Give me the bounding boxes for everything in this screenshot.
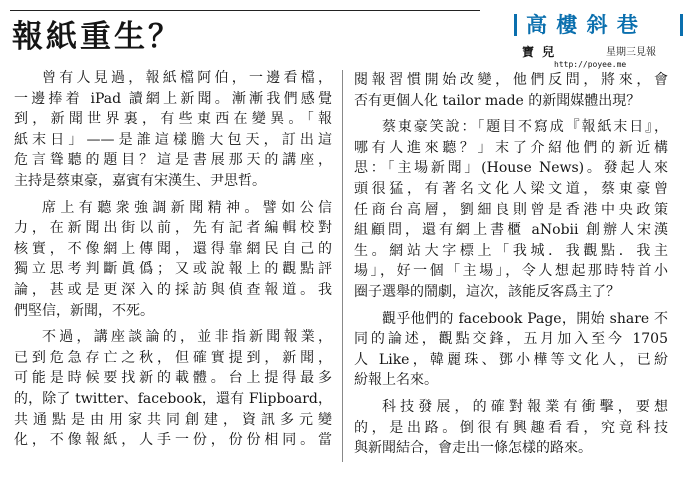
text-line: 同的論述，觀點交鋒，五月加入至今 1705 — [354, 331, 668, 348]
text-line: 不過，講座談論的，並非指新聞報業， — [42, 329, 332, 346]
author-name: 寶 兒 — [522, 45, 557, 59]
text-line: 否有更個人化 tailor made 的新聞媒體出現？ — [354, 92, 641, 109]
text-line: 觀乎他們的 facebook Page，開始 share 不 — [382, 310, 668, 327]
masthead-bar-left — [514, 14, 517, 36]
text-line: 主持是蔡東豪，嘉賓有宋漢生、尹思哲。 — [14, 172, 266, 189]
text-line: 到，新聞世界裏，有些東西在變異。「報 — [14, 111, 332, 128]
top-rule — [10, 10, 480, 11]
text-line: 紙末日」——是誰這樣膽大包天，訂出這 — [14, 131, 332, 148]
text-line: 哪有人進來聽？」末了介紹他們的新近構 — [354, 139, 668, 156]
text-line: 們堅信，新聞，不死。 — [14, 302, 154, 319]
text-line: 紛報上名來。 — [354, 372, 438, 389]
text-line: 場」，好一個「主場」，令人想起那時特首小 — [354, 263, 668, 280]
text-line: 頭很猛，有著名文化人梁文道，蔡東豪曾 — [354, 180, 668, 197]
text-line: 生。網站大字標上「我城．我觀點．我主 — [354, 242, 668, 259]
text-line: 論，甚或是更深入的採訪與偵查報道。我 — [14, 281, 332, 298]
publication-day: 星期三見報 — [606, 47, 656, 58]
text-line: 任商台高層，劉細良則曾是香港中央政策 — [354, 201, 668, 218]
text-line: 科技發展，的確對報業有衝擊，要想 — [382, 398, 668, 415]
text-line: 可能是時候要找新的載體。台上提得最多 — [14, 370, 332, 387]
text-line: 已到危急存亡之秋，但確實提到，新聞， — [14, 349, 332, 366]
column-divider — [342, 70, 343, 462]
article-column-right — [354, 70, 668, 459]
text-line: 共通點是由用家共同創建，資訊多元變 — [14, 411, 332, 428]
text-line: 曾有人見過，報紙檔阿伯，一邊看檔， — [42, 70, 332, 86]
author-url: http://poyee.me — [554, 60, 627, 69]
text-line: 的，是出路。倒很有興趣看看，究竟科技 — [354, 419, 668, 436]
text-line: 人 Like，韓麗珠、鄧小樺等文化人，已紛 — [354, 351, 668, 368]
text-line: 核實，不像網上傳聞，還得靠網民自己的 — [14, 240, 332, 257]
text-line: 獨立思考判斷眞僞；又或說報上的觀點評 — [14, 261, 332, 278]
text-line: 圈子選舉的鬧劇，這次，該能反客爲主了？ — [354, 283, 620, 300]
article-title: 報紙重生？ — [12, 19, 182, 55]
text-line: 化，不像報紙，人手一份，份份相同。當 — [14, 432, 332, 449]
text-line: 危言聳聽的題目？這是書展那天的講座， — [14, 152, 332, 169]
text-line: 組顧問，還有網上書櫃 aNobii 創辦人宋漢 — [354, 222, 668, 239]
text-line: 一邊捧着 iPad 讀網上新聞。漸漸我們感覺 — [14, 90, 332, 107]
text-line: 的，除了 twitter、facebook，還有 Flipboard， — [14, 390, 332, 407]
text-line: 思：「主場新聞」(House News)。發起人來 — [354, 160, 668, 177]
column-name: 高 樓 斜 巷 — [526, 12, 639, 37]
text-line: 席上有聽衆強調新聞精神。譬如公信 — [42, 199, 332, 216]
text-line: 力，在新聞出街以前，先有記者編輯校對 — [14, 220, 332, 237]
text-line: 與新聞結合，會走出一條怎樣的路來。 — [354, 440, 592, 457]
masthead-bar-right — [680, 14, 683, 36]
text-line: 蔡東豪笑說：「題目不寫成『報紙末日』， — [382, 119, 668, 136]
article-column-left — [14, 68, 332, 451]
text-line: 閱報習慣開始改變，他們反問，將來，會 — [354, 72, 668, 88]
column-masthead — [514, 10, 684, 69]
